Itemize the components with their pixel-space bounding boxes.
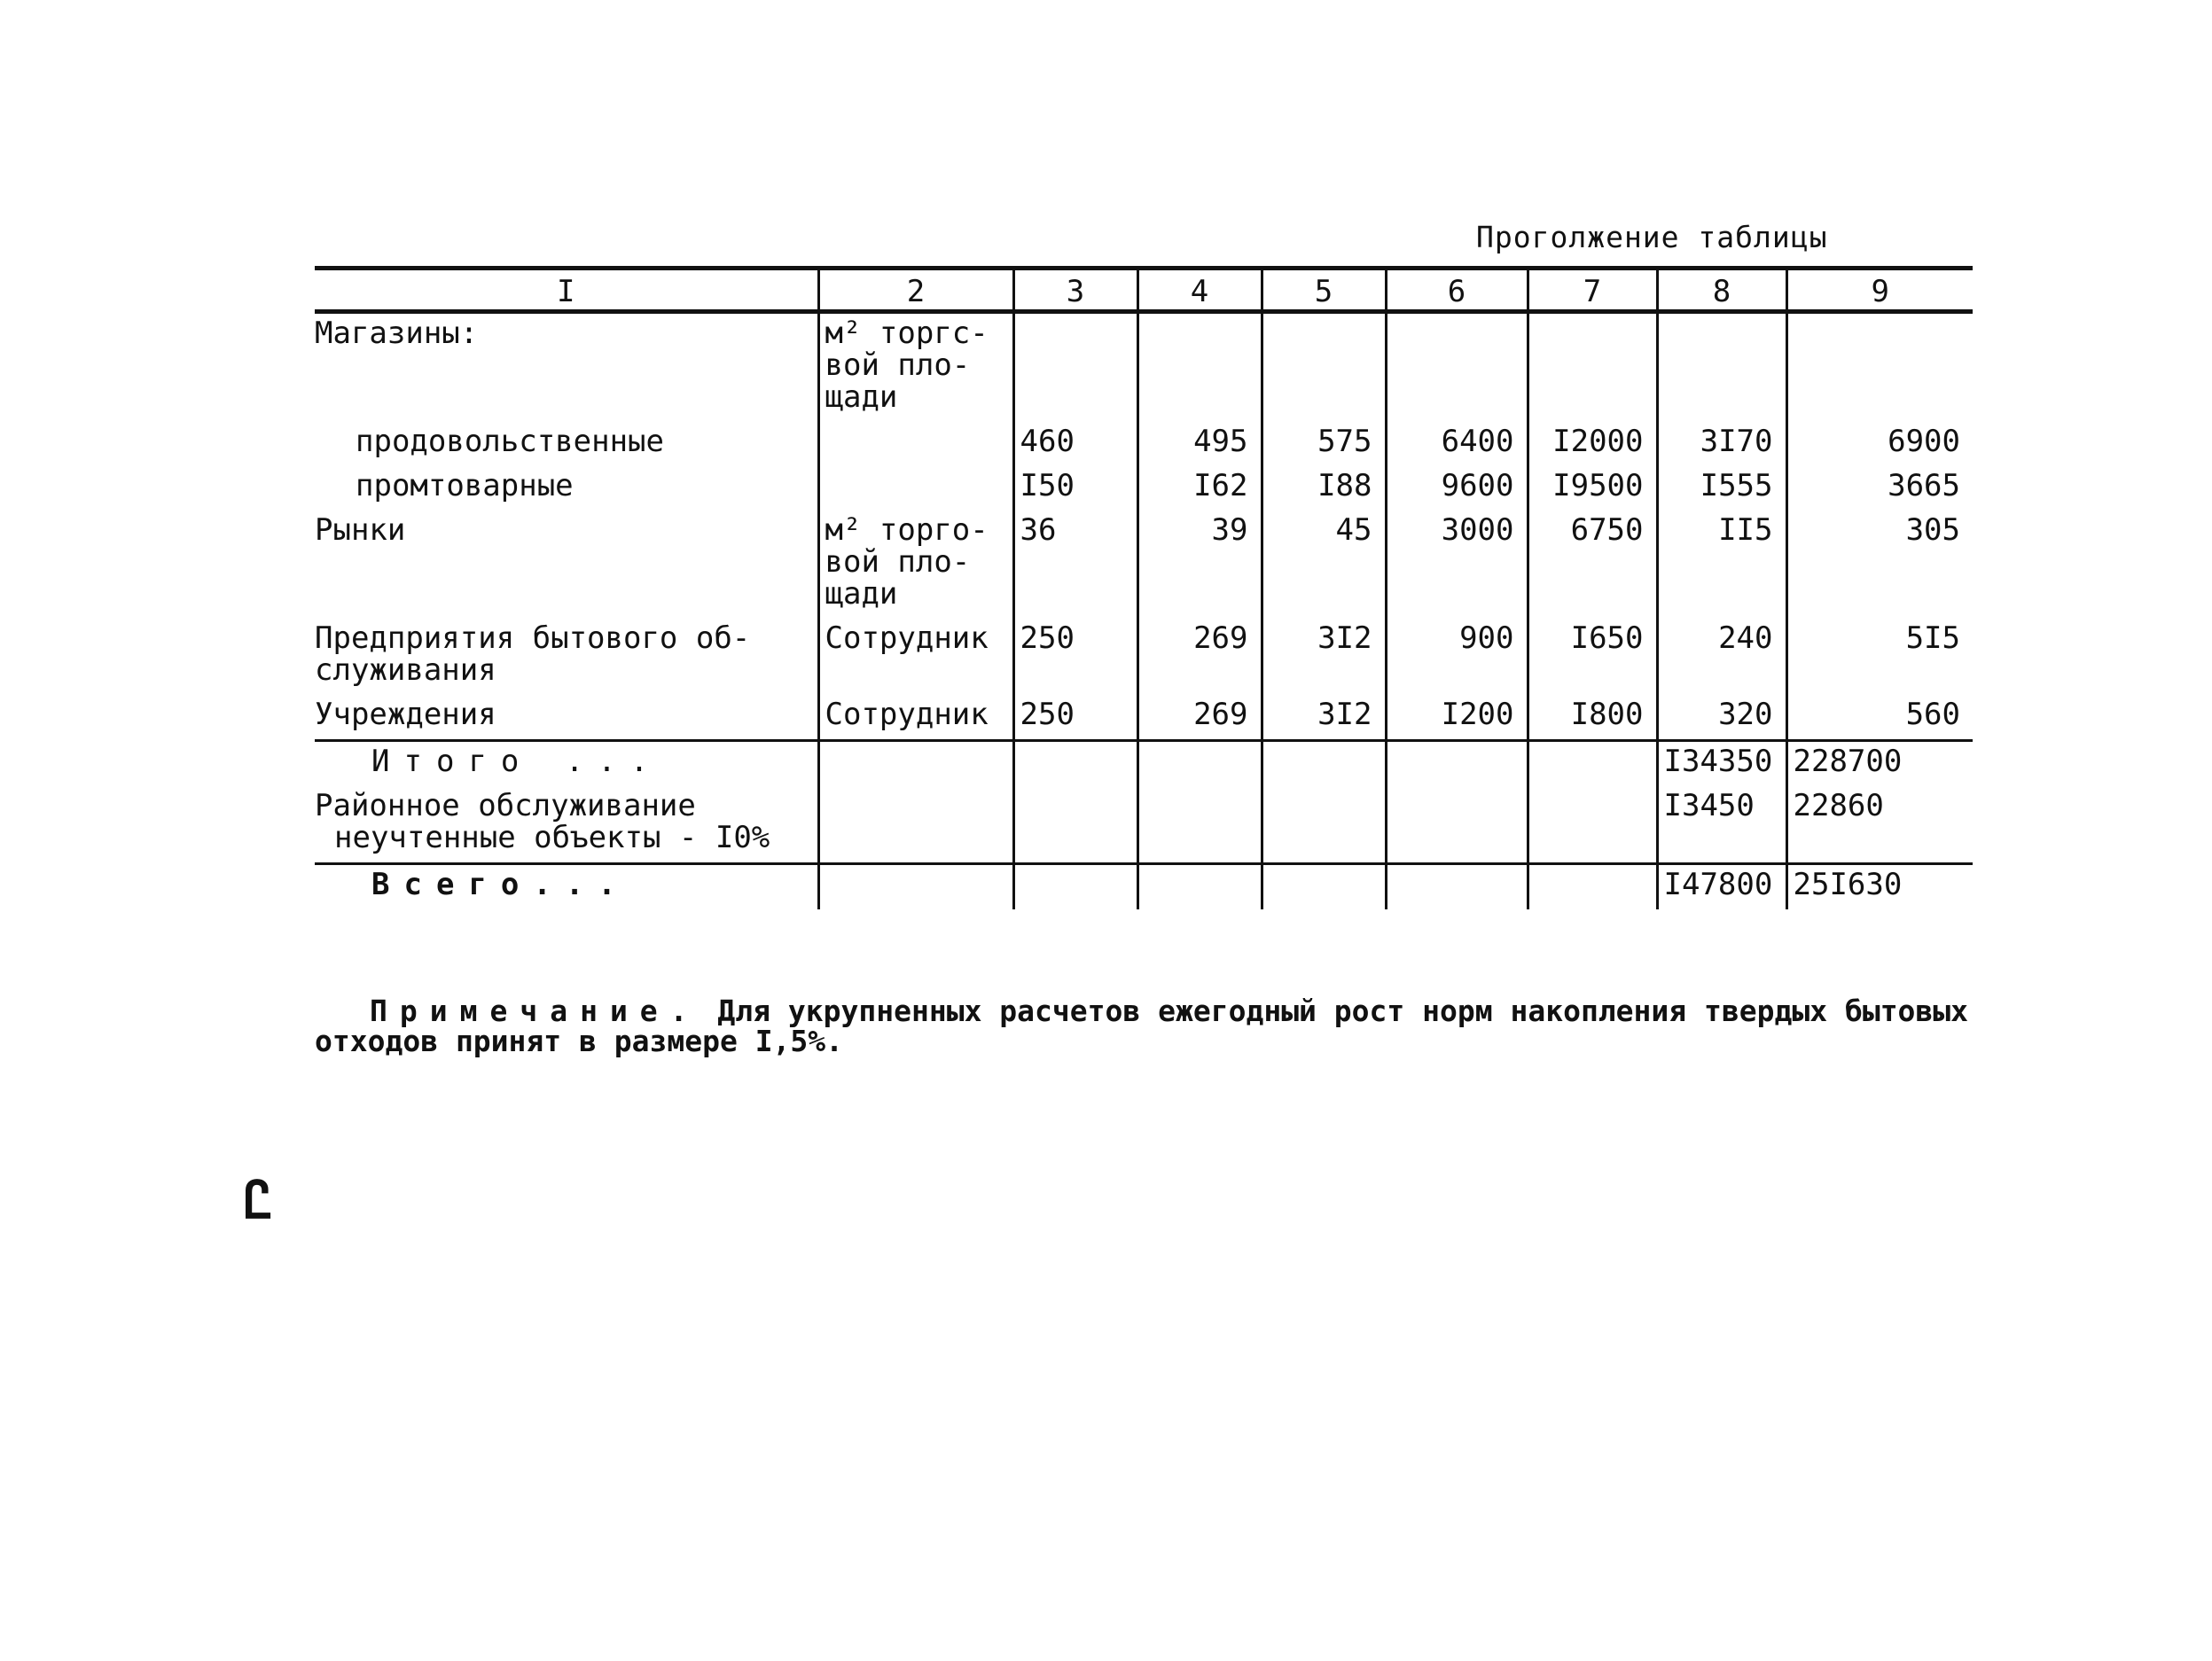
district-label-line2: неучтенные объекты - I0% bbox=[334, 820, 770, 855]
cell-value: 5I5 bbox=[1786, 619, 1973, 695]
cell-value: 3I2 bbox=[1262, 619, 1386, 695]
row-label: Учреждения bbox=[315, 697, 496, 732]
cell-value: 3000 bbox=[1386, 511, 1528, 619]
cell-value: 250 bbox=[1013, 695, 1137, 741]
cell-value: I9500 bbox=[1528, 466, 1657, 511]
cell-value: I3450 bbox=[1657, 786, 1786, 864]
cell-value: I34350 bbox=[1657, 741, 1786, 787]
cell-value: 250 bbox=[1013, 619, 1137, 695]
cell-value: 3I70 bbox=[1657, 422, 1786, 466]
table-row bbox=[315, 695, 1973, 741]
row-unit bbox=[818, 466, 1013, 511]
row-label: промтоварные bbox=[356, 468, 574, 503]
waste-table bbox=[315, 266, 1973, 909]
subtotal-label: Итого ... bbox=[315, 741, 818, 787]
cell-value: 6900 bbox=[1786, 422, 1973, 466]
cell-value: I47800 bbox=[1657, 864, 1786, 910]
row-label: Предприятия бытового об-служивания bbox=[315, 620, 751, 688]
grand-total-row bbox=[315, 864, 1973, 910]
cell-value: 320 bbox=[1657, 695, 1786, 741]
cell-value bbox=[1137, 312, 1262, 423]
page-mark: Ꮭ bbox=[244, 1170, 273, 1230]
cell-value: 6400 bbox=[1386, 422, 1528, 466]
cell-value: 269 bbox=[1137, 619, 1262, 695]
cell-value: I62 bbox=[1137, 466, 1262, 511]
cell-value: 228700 bbox=[1786, 741, 1973, 787]
cell-value bbox=[1528, 312, 1657, 423]
cell-value: 22860 bbox=[1786, 786, 1973, 864]
cell-value bbox=[1657, 312, 1786, 423]
cell-value bbox=[1786, 312, 1973, 423]
cell-value: 900 bbox=[1386, 619, 1528, 695]
cell-value: 460 bbox=[1013, 422, 1137, 466]
col-header: 6 bbox=[1386, 269, 1528, 312]
footnote bbox=[315, 996, 1973, 1057]
footnote-text: Для укрупненных расчетов ежегодный рост норм накопления твердых бытовых отходов принят в размере I,5%. bbox=[315, 994, 1969, 1058]
table-row bbox=[315, 511, 1973, 619]
row-unit: м² торго-вой пло-щади bbox=[818, 511, 1013, 619]
cell-value: I200 bbox=[1386, 695, 1528, 741]
row-label: Магазины: bbox=[315, 316, 479, 351]
cell-value: I50 bbox=[1013, 466, 1137, 511]
data-table bbox=[315, 266, 1973, 909]
table-row bbox=[315, 422, 1973, 466]
cell-value: 495 bbox=[1137, 422, 1262, 466]
col-header: 9 bbox=[1786, 269, 1973, 312]
cell-value: 240 bbox=[1657, 619, 1786, 695]
cell-value: 269 bbox=[1137, 695, 1262, 741]
cell-value: 575 bbox=[1262, 422, 1386, 466]
cell-value: 45 bbox=[1262, 511, 1386, 619]
cell-value: 25I630 bbox=[1786, 864, 1973, 910]
district-label-line1: Районное обслуживание bbox=[315, 788, 696, 823]
district-row bbox=[315, 786, 1973, 864]
footnote-label: Примечание. bbox=[370, 994, 700, 1028]
cell-value: 36 bbox=[1013, 511, 1137, 619]
cell-value: 3I2 bbox=[1262, 695, 1386, 741]
subtotal-row bbox=[315, 741, 1973, 787]
cell-value: I800 bbox=[1528, 695, 1657, 741]
header-row bbox=[315, 269, 1973, 312]
cell-value: I2000 bbox=[1528, 422, 1657, 466]
col-header: 8 bbox=[1657, 269, 1786, 312]
table-row bbox=[315, 619, 1973, 695]
cell-value: I650 bbox=[1528, 619, 1657, 695]
district-label bbox=[315, 786, 818, 864]
row-unit: м² торгс-вой пло-щади bbox=[818, 312, 1013, 423]
table-row bbox=[315, 312, 1973, 423]
cell-value: 9600 bbox=[1386, 466, 1528, 511]
cell-value: I555 bbox=[1657, 466, 1786, 511]
col-header: 3 bbox=[1013, 269, 1137, 312]
cell-value: I88 bbox=[1262, 466, 1386, 511]
col-header: I bbox=[315, 269, 818, 312]
cell-value: 6750 bbox=[1528, 511, 1657, 619]
col-header: 2 bbox=[818, 269, 1013, 312]
row-unit: Сотрудник bbox=[818, 619, 1013, 695]
col-header: 4 bbox=[1137, 269, 1262, 312]
table-row bbox=[315, 466, 1973, 511]
page-caption: Проголжение таблицы bbox=[1476, 220, 1828, 254]
cell-value: 305 bbox=[1786, 511, 1973, 619]
col-header: 7 bbox=[1528, 269, 1657, 312]
row-label: Рынки bbox=[315, 512, 406, 548]
row-unit: Сотрудник bbox=[818, 695, 1013, 741]
cell-value: 3665 bbox=[1786, 466, 1973, 511]
col-header: 5 bbox=[1262, 269, 1386, 312]
cell-value: 39 bbox=[1137, 511, 1262, 619]
row-unit bbox=[818, 422, 1013, 466]
row-label: продовольственные bbox=[356, 424, 664, 459]
cell-value: II5 bbox=[1657, 511, 1786, 619]
cell-value bbox=[1262, 312, 1386, 423]
cell-value bbox=[1013, 312, 1137, 423]
cell-value bbox=[1386, 312, 1528, 423]
grand-total-label: Всего... bbox=[315, 864, 818, 910]
cell-value: 560 bbox=[1786, 695, 1973, 741]
